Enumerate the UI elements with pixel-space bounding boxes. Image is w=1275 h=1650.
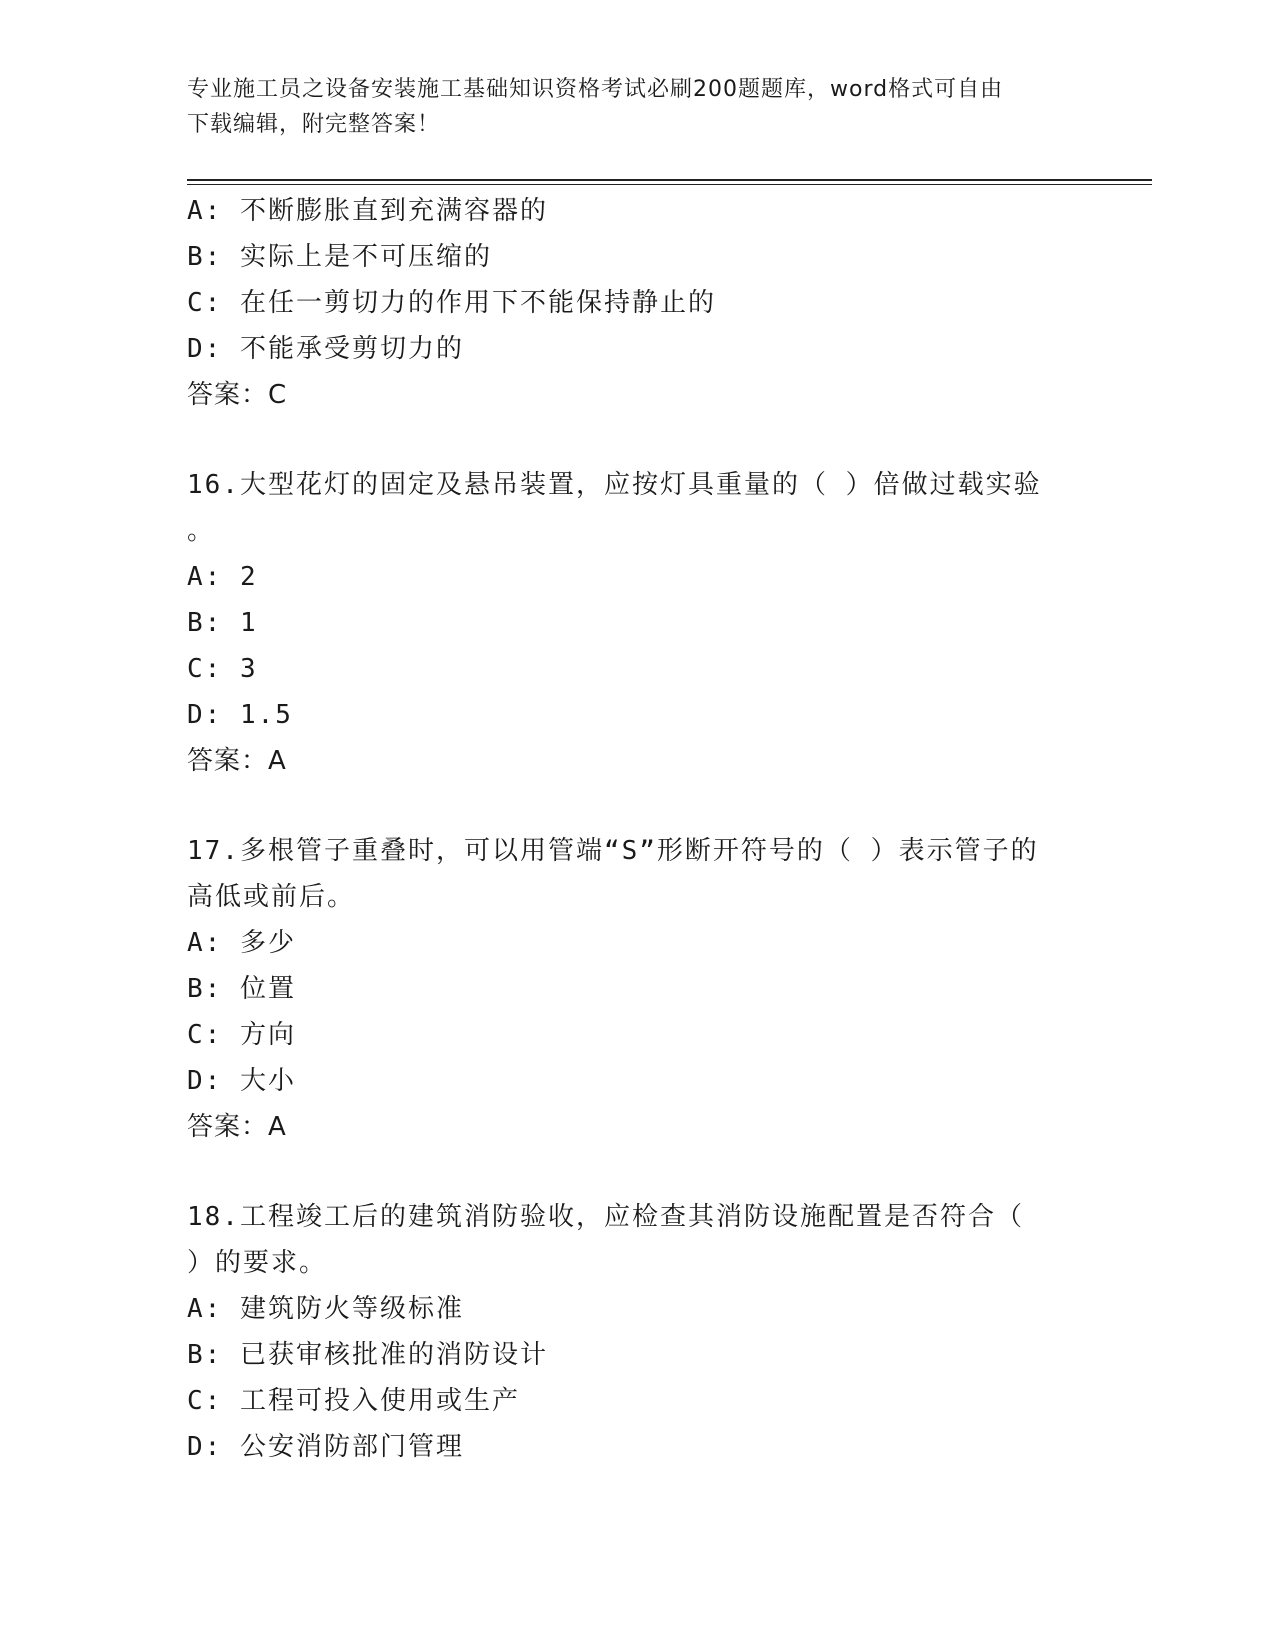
question-list xyxy=(187,188,1087,1470)
option-b: B: 1 xyxy=(187,608,258,638)
question-text-line-1: 18.工程竣工后的建筑消防验收，应检查其消防设施配置是否符合（ xyxy=(187,1202,1024,1232)
option-b: B: 已获审核批准的消防设计 xyxy=(187,1340,548,1370)
option-b: B: 位置 xyxy=(187,974,296,1004)
question-18 xyxy=(187,1194,1087,1470)
answer: 答案：A xyxy=(187,746,287,776)
option-a: A: 不断膨胀直到充满容器的 xyxy=(187,196,548,226)
option-c: C: 在任一剪切力的作用下不能保持静止的 xyxy=(187,288,716,318)
header-line-2: 下载编辑，附完整答案！ xyxy=(187,112,441,137)
option-a: A: 2 xyxy=(187,562,258,592)
option-d: D: 不能承受剪切力的 xyxy=(187,334,464,364)
question-15 xyxy=(187,188,1087,418)
option-d: D: 大小 xyxy=(187,1066,296,1096)
answer: 答案：C xyxy=(187,380,288,410)
question-text-line-1: 16.大型花灯的固定及悬吊装置，应按灯具重量的（ ）倍做过载实验 xyxy=(187,470,1042,500)
header-divider-thin xyxy=(187,184,1152,185)
option-b: B: 实际上是不可压缩的 xyxy=(187,242,492,272)
question-text-line-2: 。 xyxy=(187,516,216,546)
option-c: C: 方向 xyxy=(187,1020,296,1050)
option-a: A: 建筑防火等级标准 xyxy=(187,1294,464,1324)
option-c: C: 3 xyxy=(187,654,258,684)
question-text-line-2: 高低或前后。 xyxy=(187,882,356,912)
question-16 xyxy=(187,462,1087,784)
header-divider-thick xyxy=(187,179,1152,181)
option-d: D: 公安消防部门管理 xyxy=(187,1432,464,1462)
option-c: C: 工程可投入使用或生产 xyxy=(187,1386,520,1416)
question-text-line-1: 17.多根管子重叠时，可以用管端“S”形断开符号的（ ）表示管子的 xyxy=(187,836,1039,866)
answer: 答案：A xyxy=(187,1112,287,1142)
option-a: A: 多少 xyxy=(187,928,296,958)
option-d: D: 1.5 xyxy=(187,700,293,730)
header-line-1: 专业施工员之设备安装施工基础知识资格考试必刷200题题库，word格式可自由 xyxy=(187,77,1004,102)
question-17 xyxy=(187,828,1087,1150)
question-text-line-2: ）的要求。 xyxy=(187,1248,328,1278)
document-header xyxy=(187,72,1067,142)
